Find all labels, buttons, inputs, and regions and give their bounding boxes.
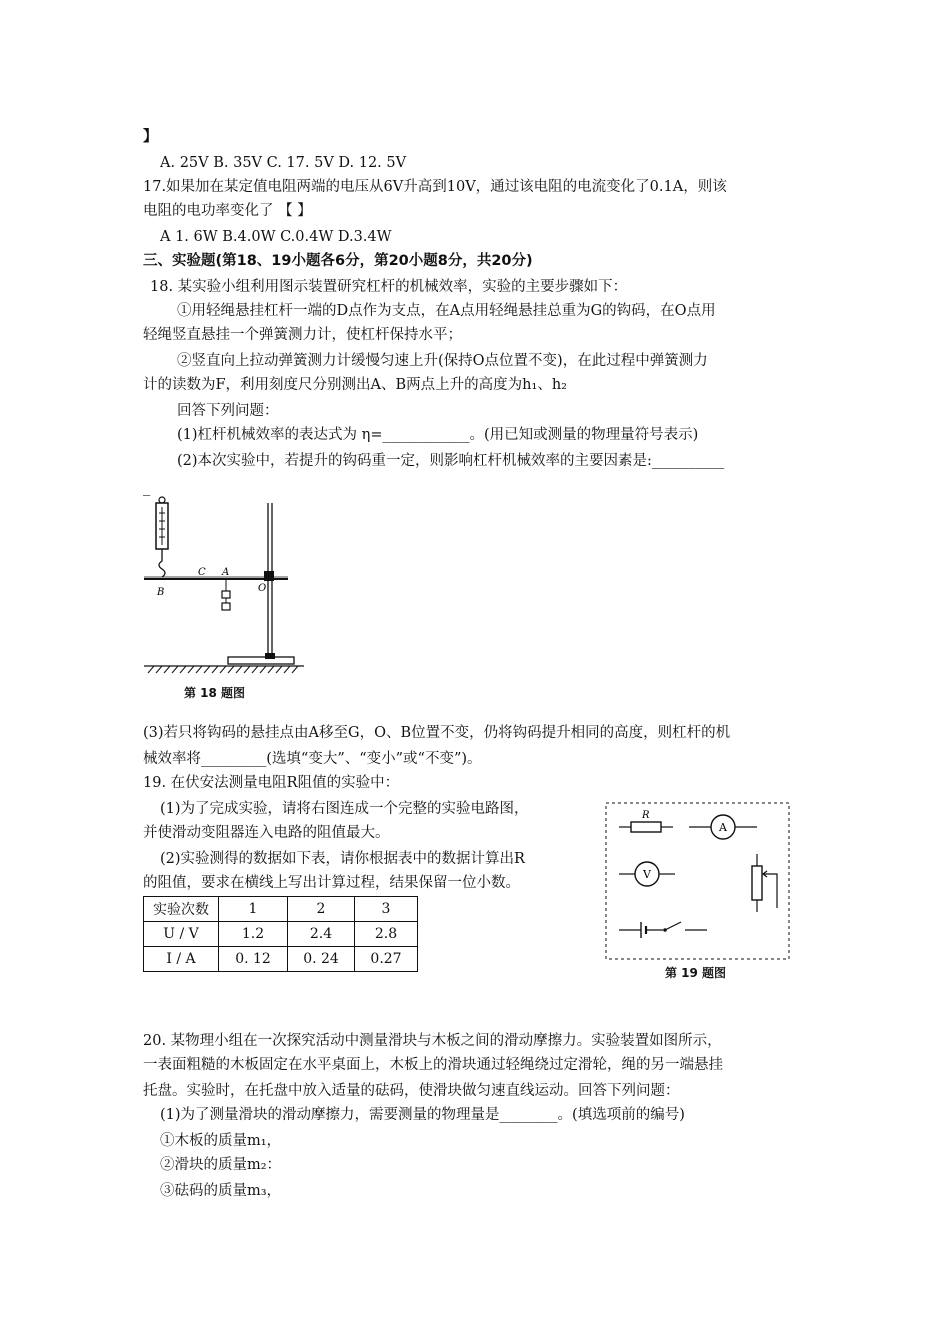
label-a: A — [222, 567, 230, 578]
q19-figure-caption: 第 19 题图 — [665, 966, 727, 980]
table-cell: 1.2 — [219, 922, 288, 947]
label-resistor: R — [642, 810, 650, 821]
q19-sub1-line2: 并使滑动变阻器连入电路的阻值最大。 — [143, 825, 390, 841]
switch-symbol — [665, 922, 681, 930]
q18-sub2: (2)本次实验中，若提升的钩码重一定，则影响杠杆机械效率的主要因素是:__________ — [177, 453, 725, 469]
table-header-cell: 2 — [288, 897, 355, 922]
label-ammeter: A — [719, 821, 727, 834]
table-cell: I / A — [144, 947, 219, 972]
q19-intro: 19. 在伏安法测量电阻R阻值的实验中： — [143, 775, 400, 791]
q20-option-1: ①木板的质量m₁， — [160, 1133, 282, 1149]
q20-option-3: ③砝码的质量m₃， — [160, 1183, 282, 1199]
q20-option-2: ②滑块的质量m₂： — [160, 1157, 282, 1173]
q19-sub1-line1: (1)为了完成实验，请将右图连成一个完整的实验电路图， — [160, 801, 529, 817]
label-b: B — [157, 587, 165, 598]
q18-answer-prompt: 回答下列问题： — [177, 403, 279, 419]
hook-weight — [222, 591, 230, 598]
q18-step2-line2: 计的读数为F，利用刻度尺分别测出A、B两点上升的高度为h₁、h₂ — [143, 377, 567, 393]
rheostat-symbol — [752, 866, 762, 900]
table-header-cell: 3 — [355, 897, 418, 922]
table-row — [144, 922, 418, 947]
table-row — [144, 897, 418, 922]
circuit-components-figure — [605, 802, 790, 960]
q16-options: A. 25V B. 35V C. 17. 5V D. 12. 5V — [160, 155, 407, 171]
q18-step1-line1: ①用轻绳悬挂杠杆一端的D点作为支点，在A点用轻绳悬挂总重为G的钩码，在O点用 — [177, 303, 716, 319]
stand-base — [228, 657, 294, 664]
q20-sub1: (1)为了测量滑块的滑动摩擦力，需要测量的物理量是________。(填选项前的编号) — [160, 1107, 685, 1123]
q17-options: A 1. 6W B.4.0W C.0.4W D.3.4W — [160, 229, 392, 245]
q18-step1-line2: 轻绳竖直悬挂一个弹簧测力计，使杠杆保持水平； — [143, 327, 462, 343]
q19-sub2-line2: 的阻值，要求在横线上写出计算过程，结果保留一位小数。 — [143, 875, 520, 891]
q18-sub1: (1)杠杆机械效率的表达式为 η=____________。(用已知或测量的物理量符号表示) — [177, 427, 699, 443]
q20-line1: 20. 某物理小组在一次探究活动中测量滑块与木板之间的滑动摩擦力。实验装置如图所示， — [143, 1033, 722, 1049]
q18-sub3-line1: (3)若只将钩码的悬挂点由A移至G，O、B位置不变，仍将钩码提升相同的高度，则杠杆的机 — [143, 725, 731, 741]
label-o: O — [258, 583, 267, 594]
lever-apparatus-figure — [140, 495, 310, 675]
resistor-symbol — [631, 822, 661, 832]
table-cell: 0.27 — [355, 947, 418, 972]
q18-sub3-line2: 械效率将_________(选填“变大”、“变小”或“不变”)。 — [143, 751, 482, 767]
q20-line3: 托盘。实验时，在托盘中放入适量的砝码，使滑块做匀速直线运动。回答下列问题： — [143, 1083, 680, 1099]
q18-intro: 18. 某实验小组利用图示装置研究杠杆的机械效率，实验的主要步骤如下： — [150, 279, 628, 295]
q17-line1: 17.如果加在某定值电阻两端的电压从6V升高到10V，通过该电阻的电流变化了0.1A，则该 — [143, 179, 727, 195]
q18-step2-line1: ②竖直向上拉动弹簧测力计缓慢匀速上升(保持O点位置不变)，在此过程中弹簧测力 — [177, 353, 708, 369]
label-voltmeter: V — [643, 868, 651, 881]
table-row — [144, 947, 418, 972]
table-cell: 2.4 — [288, 922, 355, 947]
table-cell: 0. 24 — [288, 947, 355, 972]
table-cell: U / V — [144, 922, 219, 947]
q16-bracket: 】 — [143, 129, 158, 145]
q17-line2: 电阻的电功率变化了 【 】 — [143, 203, 312, 219]
q18-figure-caption: 第 18 题图 — [184, 686, 246, 700]
table-cell: 2.8 — [355, 922, 418, 947]
section-title: 三、实验题(第18、19小题各6分，第20小题8分，共20分) — [143, 253, 533, 269]
q18-sub2-tail: _ — [143, 480, 151, 496]
label-c: C — [198, 567, 206, 578]
table-header-cell: 1 — [219, 897, 288, 922]
q19-sub2-line1: (2)实验测得的数据如下表，请你根据表中的数据计算出R — [160, 851, 525, 867]
table-header-cell: 实验次数 — [144, 897, 219, 922]
table-cell: 0. 12 — [219, 947, 288, 972]
q19-data-table — [143, 896, 418, 972]
q20-line2: 一表面粗糙的木板固定在水平桌面上，木板上的滑块通过轻绳绕过定滑轮，绳的另一端悬挂 — [143, 1057, 723, 1073]
